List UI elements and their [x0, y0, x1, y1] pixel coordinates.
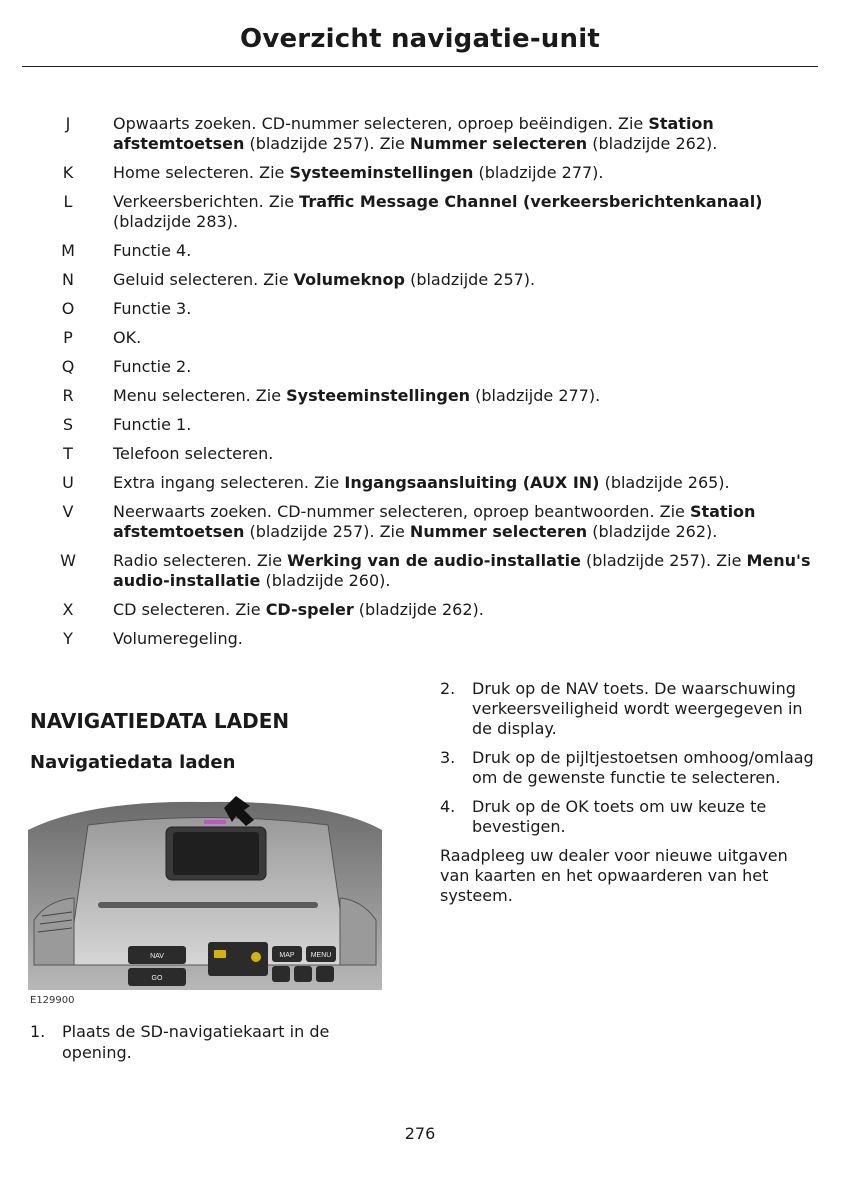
- legend-key: O: [61, 299, 75, 318]
- legend-text-segment: Functie 1.: [113, 415, 192, 434]
- legend-description: [113, 299, 813, 319]
- legend-row: [0, 328, 866, 348]
- legend-text-segment: Functie 4.: [113, 241, 192, 260]
- step-2: [440, 679, 820, 739]
- step-text: Druk op de NAV toets. De waarschuwing verkeersveiligheid wordt weergegeven in de display.: [472, 679, 803, 738]
- legend-list: [0, 114, 866, 658]
- legend-text-segment: OK.: [113, 328, 142, 347]
- go-button-label: GO: [151, 975, 163, 982]
- cross-reference: Menu's audio-installatie: [113, 551, 811, 590]
- legend-key: J: [65, 114, 71, 133]
- legend-row: [0, 502, 866, 542]
- legend-row: [0, 299, 866, 319]
- legend-text-segment: (bladzijde 257). Zie: [580, 551, 747, 570]
- cross-reference: Station afstemtoetsen: [113, 502, 756, 541]
- legend-text-segment: Extra ingang selecteren. Zie: [113, 473, 345, 492]
- legend-key: T: [63, 444, 73, 463]
- legend-key: W: [60, 551, 76, 570]
- legend-row: [0, 241, 866, 261]
- cross-reference: CD-speler: [265, 600, 354, 619]
- legend-description: [113, 328, 813, 348]
- legend-text-segment: CD selecteren. Zie: [113, 600, 266, 619]
- page-number: 276: [404, 1124, 436, 1143]
- legend-text-segment: Volumeregeling.: [113, 629, 243, 648]
- legend-description: [113, 357, 813, 377]
- legend-key: K: [62, 163, 74, 182]
- legend-row: [0, 163, 866, 183]
- legend-text-segment: (bladzijde 262).: [587, 134, 718, 153]
- step-1: [30, 1021, 370, 1063]
- section-heading: NAVIGATIEDATA LADEN: [30, 709, 290, 733]
- legend-description: [113, 386, 813, 406]
- legend-key: S: [62, 415, 74, 434]
- step-number: 4.: [440, 797, 456, 816]
- legend-text-segment: Functie 3.: [113, 299, 192, 318]
- legend-description: [113, 114, 813, 154]
- legend-row: [0, 114, 866, 154]
- legend-description: [113, 473, 813, 493]
- legend-text-segment: Neerwaarts zoeken. CD-nummer selecteren, oproep beantwoorden. Zie: [113, 502, 690, 521]
- step-text: Plaats de SD-navigatiekaart in de opening.: [62, 1022, 330, 1062]
- legend-description: [113, 415, 813, 435]
- cross-reference: Werking van de audio-installatie: [287, 551, 581, 570]
- legend-row: [0, 270, 866, 290]
- step-3: [440, 748, 820, 788]
- legend-text-segment: (bladzijde 277).: [473, 163, 604, 182]
- legend-text-segment: (bladzijde 262).: [587, 522, 718, 541]
- legend-key: M: [61, 241, 75, 260]
- legend-key: R: [62, 386, 74, 405]
- step-number: 3.: [440, 748, 456, 767]
- legend-key: X: [62, 600, 74, 619]
- cross-reference: Systeeminstellingen: [286, 386, 471, 405]
- legend-text-segment: Telefoon selecteren.: [113, 444, 274, 463]
- cross-reference: Systeeminstellingen: [289, 163, 474, 182]
- legend-text-segment: (bladzijde 257).: [405, 270, 536, 289]
- title-divider: [22, 66, 818, 67]
- page-title: Overzicht navigatie-unit: [240, 24, 600, 54]
- legend-row: [0, 415, 866, 435]
- legend-text-segment: Geluid selecteren. Zie: [113, 270, 294, 289]
- step-text: Druk op de pijltjestoetsen omhoog/omlaag om de gewenste functie te selecteren.: [472, 748, 814, 787]
- nav-button-label: NAV: [150, 953, 164, 960]
- legend-text-segment: (bladzijde 257). Zie: [244, 522, 410, 541]
- step-4: [440, 797, 820, 837]
- legend-text-segment: Functie 2.: [113, 357, 192, 376]
- legend-key: U: [62, 473, 74, 492]
- legend-description: [113, 163, 813, 183]
- cross-reference: Station afstemtoetsen: [113, 114, 714, 153]
- legend-key: L: [63, 192, 73, 211]
- legend-text-segment: (bladzijde 262).: [353, 600, 484, 619]
- legend-description: [113, 629, 813, 649]
- legend-description: [113, 270, 813, 290]
- legend-row: [0, 192, 866, 232]
- legend-row: [0, 600, 866, 620]
- step-number: 1.: [30, 1022, 46, 1041]
- legend-text-segment: Verkeersberichten. Zie: [113, 192, 300, 211]
- dealer-note: Raadpleeg uw dealer voor nieuwe uitgaven van kaarten en het opwaarderen van het systeem.: [440, 846, 788, 905]
- dashboard-illustration: [28, 790, 382, 990]
- legend-row: [0, 444, 866, 464]
- legend-text-segment: (bladzijde 260).: [260, 571, 391, 590]
- legend-key: Q: [61, 357, 75, 376]
- legend-row: [0, 473, 866, 493]
- legend-text-segment: Home selecteren. Zie: [113, 163, 290, 182]
- figure-id: E129900: [30, 995, 75, 1006]
- legend-text-segment: (bladzijde 265).: [599, 473, 730, 492]
- map-button-label: MAP: [279, 952, 295, 959]
- legend-description: [113, 444, 813, 464]
- legend-key: P: [63, 328, 73, 347]
- legend-row: [0, 629, 866, 649]
- right-column: [440, 679, 820, 906]
- step-number: 2.: [440, 679, 456, 698]
- legend-row: [0, 357, 866, 377]
- legend-key: V: [62, 502, 74, 521]
- legend-text-segment: Radio selecteren. Zie: [113, 551, 288, 570]
- legend-description: [113, 192, 813, 232]
- menu-button-label: MENU: [310, 952, 332, 959]
- legend-description: [113, 502, 813, 542]
- cross-reference: Traffic Message Channel (verkeersberichtenkanaal): [299, 192, 763, 211]
- legend-description: [113, 600, 813, 620]
- legend-row: [0, 551, 866, 591]
- legend-text-segment: Opwaarts zoeken. CD-nummer selecteren, oproep beëindigen. Zie: [113, 114, 649, 133]
- step-text: Druk op de OK toets om uw keuze te bevestigen.: [472, 797, 767, 836]
- sub-heading: Navigatiedata laden: [30, 752, 236, 773]
- legend-text-segment: (bladzijde 283).: [113, 212, 239, 231]
- legend-key: N: [62, 270, 74, 289]
- cross-reference: Ingangsaansluiting (AUX IN): [344, 473, 600, 492]
- legend-text-segment: (bladzijde 277).: [470, 386, 601, 405]
- legend-text-segment: (bladzijde 257). Zie: [244, 134, 410, 153]
- legend-text-segment: Menu selecteren. Zie: [113, 386, 287, 405]
- cross-reference: Volumeknop: [293, 270, 405, 289]
- legend-row: [0, 386, 866, 406]
- legend-key: Y: [63, 629, 73, 648]
- legend-description: [113, 241, 813, 261]
- legend-description: [113, 551, 813, 591]
- cross-reference: Nummer selecteren: [409, 134, 588, 153]
- cross-reference: Nummer selecteren: [409, 522, 588, 541]
